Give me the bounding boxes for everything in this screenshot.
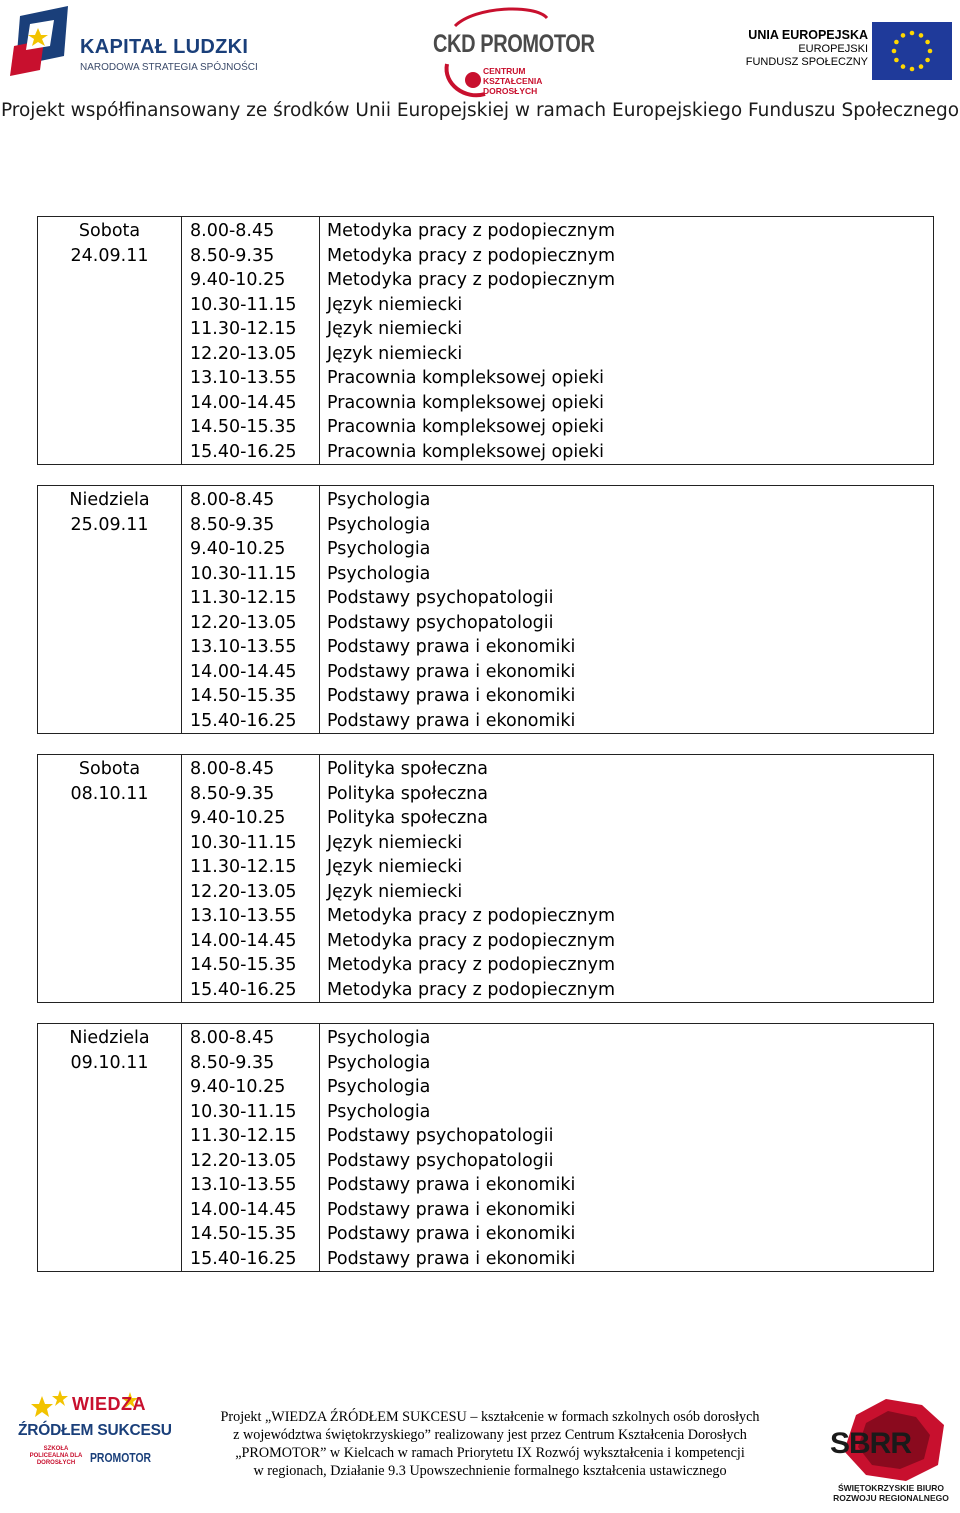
sbrr-name — [826, 1483, 956, 1503]
schedule-block — [37, 754, 934, 1003]
lesson-row — [182, 804, 933, 829]
wiedza-title: WIEDZA — [72, 1394, 146, 1414]
lesson-time: 8.00-8.45 — [190, 221, 275, 241]
lesson-subject: Podstawy prawa i ekonomiki — [327, 1175, 576, 1195]
lesson-row — [182, 364, 933, 389]
lesson-row — [182, 1073, 933, 1098]
lesson-subject: Język niemiecki — [327, 294, 463, 315]
lesson-time: 12.20-13.05 — [190, 612, 297, 633]
lesson-row — [182, 755, 933, 780]
lesson-row — [182, 1196, 933, 1221]
lesson-row — [182, 486, 933, 511]
lesson-time: 11.30-12.15 — [190, 319, 297, 339]
lesson-subject: Pracownia kompleksowej opieki — [327, 368, 604, 388]
lesson-time: 8.00-8.45 — [190, 759, 275, 779]
eu-star — [925, 40, 930, 45]
eu-star — [901, 64, 906, 69]
footer-line3: „PROMOTOR” w Kielcach w ramach Priorytetu IX Rozwój wykształcenia i kompetencji — [235, 1445, 745, 1461]
lesson-row — [182, 878, 933, 903]
lesson-subject: Pracownia kompleksowej opieki — [327, 392, 604, 413]
lesson-subject: Polityka społeczna — [327, 783, 488, 804]
lesson-row — [182, 511, 933, 536]
lesson-subject: Język niemiecki — [327, 832, 463, 853]
lesson-time: 8.50-9.35 — [190, 783, 275, 804]
day-cell — [38, 755, 182, 1002]
ckd-promotor-subtitle — [483, 66, 573, 96]
lesson-time: 10.30-11.15 — [190, 832, 297, 853]
wiedza-zrodlem-sukcesu-logo — [12, 1388, 172, 1488]
lesson-time: 14.00-14.45 — [190, 1199, 297, 1220]
day-name: Sobota — [78, 759, 141, 779]
lesson-subject: Podstawy prawa i ekonomiki — [327, 710, 576, 731]
eu-star — [928, 49, 933, 54]
lesson-time: 14.50-15.35 — [190, 417, 297, 437]
lesson-subject: Podstawy prawa i ekonomiki — [327, 1199, 576, 1220]
lesson-time: 15.40-16.25 — [190, 441, 297, 462]
lesson-subject: Podstawy prawa i ekonomiki — [327, 1248, 576, 1269]
lesson-row — [182, 902, 933, 927]
lesson-subject: Język niemiecki — [327, 343, 463, 364]
lesson-time: 8.50-9.35 — [190, 245, 275, 266]
day-name: Niedziela — [69, 1028, 150, 1048]
lesson-time: 14.50-15.35 — [190, 1224, 297, 1244]
ckd-subtitle-line1: CENTRUM KSZTAŁCENIA — [483, 66, 543, 86]
eu-star — [901, 33, 906, 38]
lesson-subject: Podstawy prawa i ekonomiki — [327, 1224, 576, 1244]
sbrr-line2: ROZWOJU REGIONALNEGO — [833, 1493, 949, 1503]
lesson-time: 11.30-12.15 — [190, 588, 297, 608]
eu-logo-text — [746, 28, 868, 69]
lesson-row — [182, 340, 933, 365]
lesson-time: 8.00-8.45 — [190, 490, 275, 510]
lesson-time: 11.30-12.15 — [190, 857, 297, 877]
lesson-row — [182, 976, 933, 1001]
lesson-subject: Podstawy prawa i ekonomiki — [327, 661, 576, 682]
lesson-row — [182, 829, 933, 854]
lesson-row — [182, 584, 933, 609]
eu-line1: UNIA EUROPEJSKA — [748, 28, 868, 42]
lesson-row — [182, 609, 933, 634]
lesson-subject: Metodyka pracy z podopiecznym — [327, 221, 615, 241]
lesson-rows — [182, 217, 933, 462]
lesson-time: 14.50-15.35 — [190, 686, 297, 706]
lesson-time: 12.20-13.05 — [190, 343, 297, 364]
lesson-time: 8.50-9.35 — [190, 514, 275, 535]
ckd-promotor-title: CKD PROMOTOR — [433, 30, 595, 58]
eu-line2: EUROPEJSKI — [798, 43, 868, 55]
eu-star — [894, 40, 899, 45]
day-date: 25.09.11 — [70, 514, 149, 535]
lesson-subject: Język niemiecki — [327, 881, 463, 902]
lesson-row — [182, 927, 933, 952]
day-date: 24.09.11 — [70, 245, 149, 266]
lesson-time: 15.40-16.25 — [190, 710, 297, 731]
lesson-time: 15.40-16.25 — [190, 1248, 297, 1269]
kapital-ludzki-logo — [10, 6, 280, 82]
lesson-time: 10.30-11.15 — [190, 294, 297, 315]
lesson-row — [182, 242, 933, 267]
lesson-row — [182, 438, 933, 463]
day-name: Niedziela — [69, 490, 150, 510]
lesson-row — [182, 315, 933, 340]
lesson-time: 14.00-14.45 — [190, 661, 297, 682]
lesson-subject: Podstawy psychopatologii — [327, 1150, 554, 1171]
lesson-subject: Podstawy prawa i ekonomiki — [327, 637, 576, 657]
lesson-row — [182, 1122, 933, 1147]
lesson-row — [182, 560, 933, 585]
lesson-time: 9.40-10.25 — [190, 539, 286, 559]
day-cell — [38, 217, 182, 464]
sbrr-line1: ŚWIĘTOKRZYSKIE BIURO — [837, 1483, 945, 1493]
eu-star — [919, 64, 924, 69]
lesson-time: 8.00-8.45 — [190, 1028, 275, 1048]
lesson-subject: Psychologia — [327, 539, 431, 559]
lesson-subject: Psychologia — [327, 490, 431, 510]
footer-line1: Projekt „WIEDZA ŹRÓDŁEM SUKCESU – kształcenie w formach szkolnych osób dorosłych — [220, 1409, 760, 1425]
eu-star — [894, 58, 899, 63]
day-cell — [38, 486, 182, 733]
lesson-subject: Metodyka pracy z podopiecznym — [327, 906, 615, 926]
lesson-subject: Psychologia — [327, 1028, 431, 1048]
lesson-subject: Metodyka pracy z podopiecznym — [327, 955, 615, 975]
lesson-row — [182, 413, 933, 438]
lesson-row — [182, 1147, 933, 1172]
schedule-block — [37, 1023, 934, 1272]
lesson-subject: Podstawy prawa i ekonomiki — [327, 686, 576, 706]
lesson-time: 13.10-13.55 — [190, 1175, 297, 1195]
ckd-promotor-logo — [425, 4, 595, 100]
lesson-row — [182, 633, 933, 658]
lesson-time: 14.00-14.45 — [190, 930, 297, 951]
lesson-rows — [182, 486, 933, 731]
lesson-subject: Pracownia kompleksowej opieki — [327, 417, 604, 437]
lesson-row — [182, 1245, 933, 1270]
lesson-subject: Metodyka pracy z podopiecznym — [327, 245, 615, 266]
wiedza-subtitle: ŹRÓDŁEM SUKCESU — [18, 1422, 172, 1439]
lesson-subject: Metodyka pracy z podopiecznym — [327, 270, 615, 290]
page-header — [0, 0, 960, 135]
eu-star — [925, 58, 930, 63]
eu-star — [919, 33, 924, 38]
lesson-time: 10.30-11.15 — [190, 563, 297, 584]
lesson-row — [182, 1098, 933, 1123]
lesson-subject: Pracownia kompleksowej opieki — [327, 441, 604, 462]
lesson-row — [182, 1171, 933, 1196]
ckd-subtitle-line2: DOROSŁYCH — [483, 86, 538, 96]
lesson-time: 10.30-11.15 — [190, 1101, 297, 1122]
lesson-time: 13.10-13.55 — [190, 906, 297, 926]
kapital-ludzki-flag-icon — [10, 6, 74, 82]
lesson-time: 13.10-13.55 — [190, 637, 297, 657]
lesson-row — [182, 951, 933, 976]
lesson-subject: Psychologia — [327, 1077, 431, 1097]
lesson-subject: Psychologia — [327, 563, 431, 584]
lesson-subject: Psychologia — [327, 1052, 431, 1073]
schedule-block — [37, 216, 934, 465]
wiedza-promotor: PROMOTOR — [90, 1450, 152, 1465]
lesson-time: 9.40-10.25 — [190, 808, 286, 828]
cofinancing-banner: Projekt współfinansowany ze środków Unii Europejskiej w ramach Europejskiego Funduszu Społecznego — [0, 100, 960, 121]
day-cell — [38, 1024, 182, 1271]
kapital-ludzki-subtitle: NARODOWA STRATEGIA SPÓJNOŚCI — [80, 62, 258, 73]
day-name: Sobota — [78, 221, 141, 241]
lesson-time: 12.20-13.05 — [190, 881, 297, 902]
lesson-time: 14.50-15.35 — [190, 955, 297, 975]
eu-line3: FUNDUSZ SPOŁECZNY — [745, 56, 868, 68]
day-date: 09.10.11 — [70, 1052, 149, 1073]
lesson-row — [182, 853, 933, 878]
eu-star — [910, 67, 915, 72]
lesson-time: 13.10-13.55 — [190, 368, 297, 388]
day-date: 08.10.11 — [70, 783, 149, 804]
eu-star — [910, 31, 915, 36]
lesson-row — [182, 291, 933, 316]
footer-line4: w regionach, Działanie 9.3 Upowszechnienie formalnego kształcenia ustawicznego — [253, 1463, 727, 1479]
lesson-time: 15.40-16.25 — [190, 979, 297, 1000]
lesson-row — [182, 780, 933, 805]
schedule-block — [37, 485, 934, 734]
lesson-row — [182, 266, 933, 291]
project-footer-text — [175, 1408, 805, 1480]
lesson-row — [182, 658, 933, 683]
lesson-time: 12.20-13.05 — [190, 1150, 297, 1171]
lesson-subject: Metodyka pracy z podopiecznym — [327, 930, 615, 951]
lesson-row — [182, 535, 933, 560]
eu-flag-icon — [872, 22, 952, 80]
lesson-subject: Język niemiecki — [327, 319, 463, 339]
lesson-row — [182, 707, 933, 732]
lesson-row — [182, 1024, 933, 1049]
sbrr-wordmark: SBRR — [830, 1427, 912, 1460]
lesson-subject: Język niemiecki — [327, 857, 463, 877]
lesson-row — [182, 1049, 933, 1074]
lesson-row — [182, 682, 933, 707]
lesson-subject: Podstawy psychopatologii — [327, 612, 554, 633]
lesson-rows — [182, 755, 933, 1000]
wiedza-school-name: SZKOŁA POLICEALNA DLA DOROSŁYCH — [29, 1446, 83, 1466]
lesson-subject: Psychologia — [327, 514, 431, 535]
kapital-ludzki-title: KAPITAŁ LUDZKI — [80, 36, 249, 58]
lesson-subject: Metodyka pracy z podopiecznym — [327, 979, 615, 1000]
eu-logo — [730, 20, 952, 82]
lesson-time: 9.40-10.25 — [190, 1077, 286, 1097]
lesson-subject: Podstawy psychopatologii — [327, 588, 554, 608]
lesson-row — [182, 217, 933, 242]
lesson-row — [182, 389, 933, 414]
sbrr-logo — [826, 1395, 956, 1510]
lesson-row — [182, 1220, 933, 1245]
lesson-subject: Polityka społeczna — [327, 759, 488, 779]
eu-star — [892, 49, 897, 54]
lesson-time: 8.50-9.35 — [190, 1052, 275, 1073]
footer-line2: z województwa świętokrzyskiego” realizowany jest przez Centrum Kształcenia Dorosłych — [233, 1427, 747, 1443]
lesson-time: 9.40-10.25 — [190, 270, 286, 290]
lesson-time: 11.30-12.15 — [190, 1126, 297, 1146]
lesson-time: 14.00-14.45 — [190, 392, 297, 413]
lesson-subject: Psychologia — [327, 1101, 431, 1122]
lesson-subject: Podstawy psychopatologii — [327, 1126, 554, 1146]
lesson-subject: Polityka społeczna — [327, 808, 488, 828]
lesson-rows — [182, 1024, 933, 1269]
